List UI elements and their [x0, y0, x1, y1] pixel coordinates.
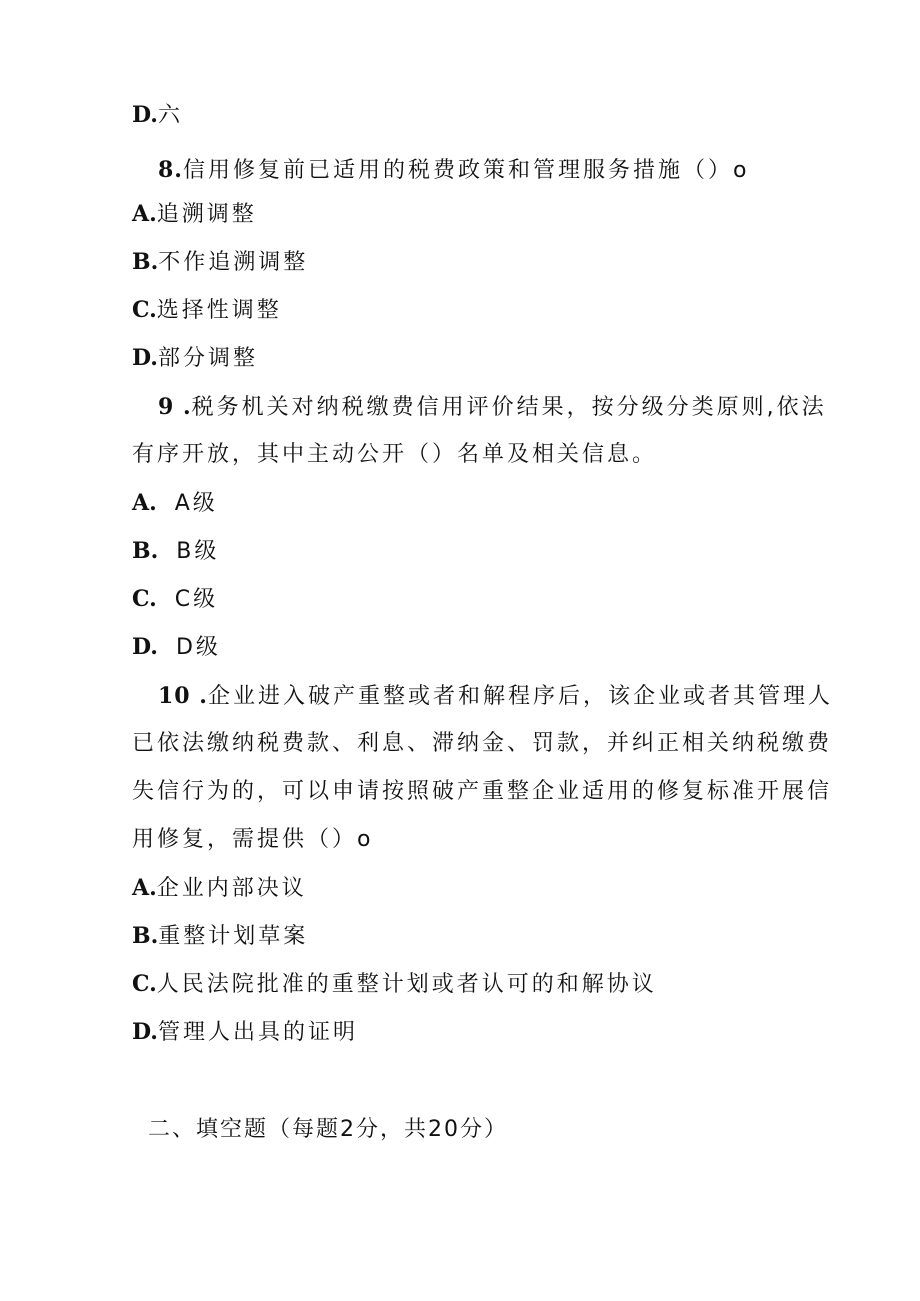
option-label: B. [132, 538, 159, 564]
q10-stem-line-2 [132, 729, 832, 759]
question-text: 用修复，需提供（）o [132, 827, 374, 852]
q10-option-c [132, 969, 657, 1000]
question-text: 信用修复前已适用的税费政策和管理服务措施（）o [182, 158, 750, 183]
option-text: D级 [175, 635, 221, 660]
q7-option-d [132, 100, 183, 131]
q8-option-d [132, 343, 258, 374]
question-text: 失信行为的，可以申请按照破产重整企业适用的修复标准开展信 [132, 779, 833, 804]
q8-option-a [132, 199, 257, 230]
option-text: B级 [176, 539, 220, 564]
q10-stem-line-1 [158, 681, 833, 712]
q9-option-b [132, 536, 219, 567]
option-text: 不作追溯调整 [158, 250, 309, 275]
q8-option-c [132, 295, 282, 326]
option-label: D. [132, 345, 158, 371]
option-text: 选择性调整 [156, 298, 282, 323]
question-number: 8. [158, 157, 183, 183]
option-label: B. [132, 923, 159, 949]
option-text: 企业内部决议 [156, 876, 307, 901]
option-text: A级 [174, 491, 218, 516]
option-label: A. [132, 875, 157, 901]
option-text: C级 [174, 587, 219, 612]
option-label: C. [132, 297, 157, 323]
option-label: A. [132, 201, 157, 227]
q9-option-d [132, 632, 221, 663]
option-label: C. [132, 971, 157, 997]
option-text: 人民法院批准的重整计划或者认可的和解协议 [156, 972, 657, 997]
q9-stem-line-1 [158, 392, 827, 423]
option-label: D. [132, 102, 158, 128]
q10-option-a [132, 873, 307, 904]
q8-option-b [132, 247, 308, 278]
question-text: 已依法缴纳税费款、利息、滞纳金、罚款，并纠正相关纳税缴费 [132, 731, 833, 756]
question-number: 9 . [158, 394, 192, 420]
question-text: 税务机关对纳税缴费信用评价结果，按分级分类原则,依法 [191, 395, 827, 420]
option-label: B. [132, 249, 159, 275]
question-text: 企业进入破产重整或者和解程序后，该企业或者其管理人 [207, 684, 833, 709]
option-label: C. [132, 586, 157, 612]
q9-option-c [132, 584, 218, 615]
option-label: A. [132, 490, 157, 516]
q8-stem-line-1 [158, 155, 749, 186]
option-label: D. [132, 634, 158, 660]
section-heading-fill-in: 二、填空题（每题2分，共20分） [148, 1117, 508, 1142]
question-text: 有序开放，其中主动公开（）名单及相关信息。 [132, 442, 658, 467]
option-text: 管理人出具的证明 [157, 1020, 358, 1045]
q9-stem-line-2 [132, 440, 657, 470]
q10-stem-line-4 [132, 825, 373, 855]
option-label: D. [132, 1019, 158, 1045]
option-text: 部分调整 [157, 346, 258, 371]
question-number: 10 . [158, 683, 208, 709]
q10-stem-line-3 [132, 777, 832, 807]
q10-option-d [132, 1017, 358, 1048]
option-text: 重整计划草案 [158, 924, 309, 949]
option-text: 六 [157, 103, 183, 128]
q9-option-a [132, 488, 218, 519]
option-text: 追溯调整 [156, 202, 257, 227]
q10-option-b [132, 921, 308, 952]
